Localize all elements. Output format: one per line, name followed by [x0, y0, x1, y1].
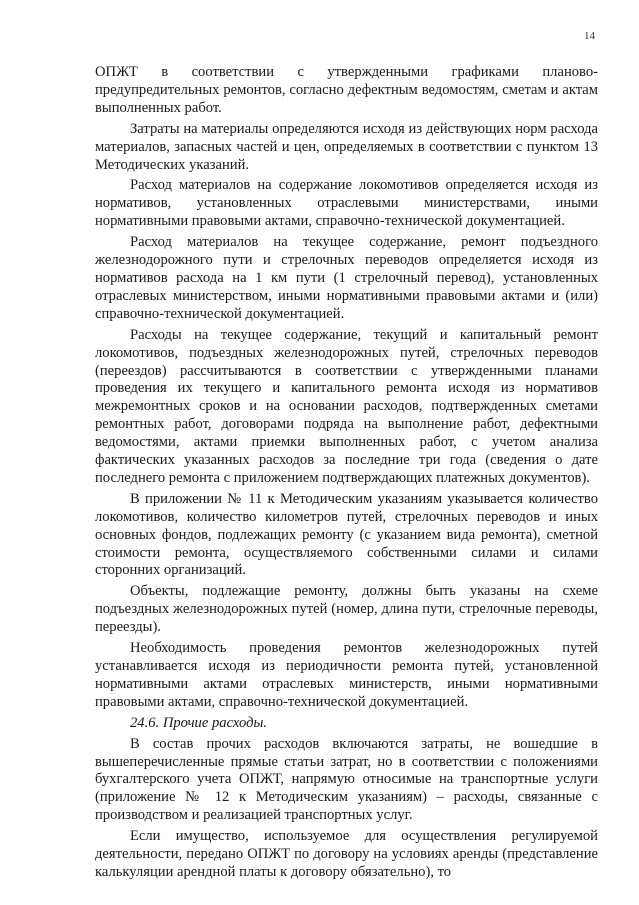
paragraph-repair-necessity: Необходимость проведения ремонтов железнодорожных путей устанавливается исходя из периодичности ремонта путей, установленной нормативными актами отраслевых министерств, иными нормативными правовыми актами, справочно-технической документацией. — [95, 640, 598, 710]
paragraph-continuation: ОПЖТ в соответствии с утвержденными графиками планово-предупредительных ремонтов, согласно дефектным ведомостям, сметам и актам выполненных работ. — [95, 64, 598, 116]
page-number: 14 — [584, 30, 595, 42]
paragraph-lease-property: Если имущество, используемое для осуществления регулируемой деятельности, передано ОПЖТ по договору на условиях аренды (представление калькуляции арендной платы к договору обязательно), то — [95, 828, 598, 880]
paragraph-materials-costs: Затраты на материалы определяются исходя из действующих норм расхода материалов, запасных частей и цен, определяемых в соответствии с пунктом 13 Методических указаний. — [95, 120, 598, 173]
paragraph-repair-objects: Объекты, подлежащие ремонту, должны быть указаны на схеме подъездных железнодорожных путей (номер, длина пути, стрелочные переводы, переезды). — [95, 583, 598, 636]
document-body — [95, 64, 598, 885]
paragraph-repair-expenses: Расходы на текущее содержание, текущий и капитальный ремонт локомотивов, подъездных железнодорожных путей, стрелочных переводов (переездов) рассчитываются в соответствии с утвержденными планами проведения их текущего и капитального ремонта исходя из нормативов межремонтных сроков и на основании расходов, подтвержденных сметами ремонтных работ, договорами подряда на выполнение работ, дефектными ведомостями, актами приемки выполненных работ, с учетом анализа фактических указанных расходов за последние три года (сведения о дате последнего ремонта с приложением подтверждающих платежных документов). — [95, 326, 598, 486]
paragraph-other-expenses: В состав прочих расходов включаются затраты, не вошедшие в вышеперечисленные прямые статьи затрат, но в соответствии с положениями бухгалтерского учета ОПЖТ, напрямую относимые на транспортные услуги (приложение № 12 к Методическим указаниям) – расходы, связанные с производством и реализацией транспортных услуг. — [95, 735, 598, 824]
paragraph-track-materials: Расход материалов на текущее содержание, ремонт подъездного железнодорожного пути и стрелочных переводов определяется исходя из нормативов расхода на 1 км пути (1 стрелочный перевод), установленных отраслевых министерством, иными нормативными правовыми актами и (или) справочно-технической документацией. — [95, 234, 598, 322]
paragraph-appendix-11: В приложении № 11 к Методическим указаниям указывается количество локомотивов, количество километров путей, стрелочных переводов и иных основных фондов, подлежащих ремонту (с указанием вида ремонта), сметной стоимости ремонта, осуществляемого собственными силами и силами сторонних организаций. — [95, 490, 598, 579]
section-heading: 24.6. Прочие расходы. — [130, 714, 267, 731]
paragraph-locomotive-materials: Расход материалов на содержание локомотивов определяется исходя из нормативов, установленных отраслевыми министерствами, иными нормативными правовыми актами, справочно-технической документацией. — [95, 177, 598, 230]
